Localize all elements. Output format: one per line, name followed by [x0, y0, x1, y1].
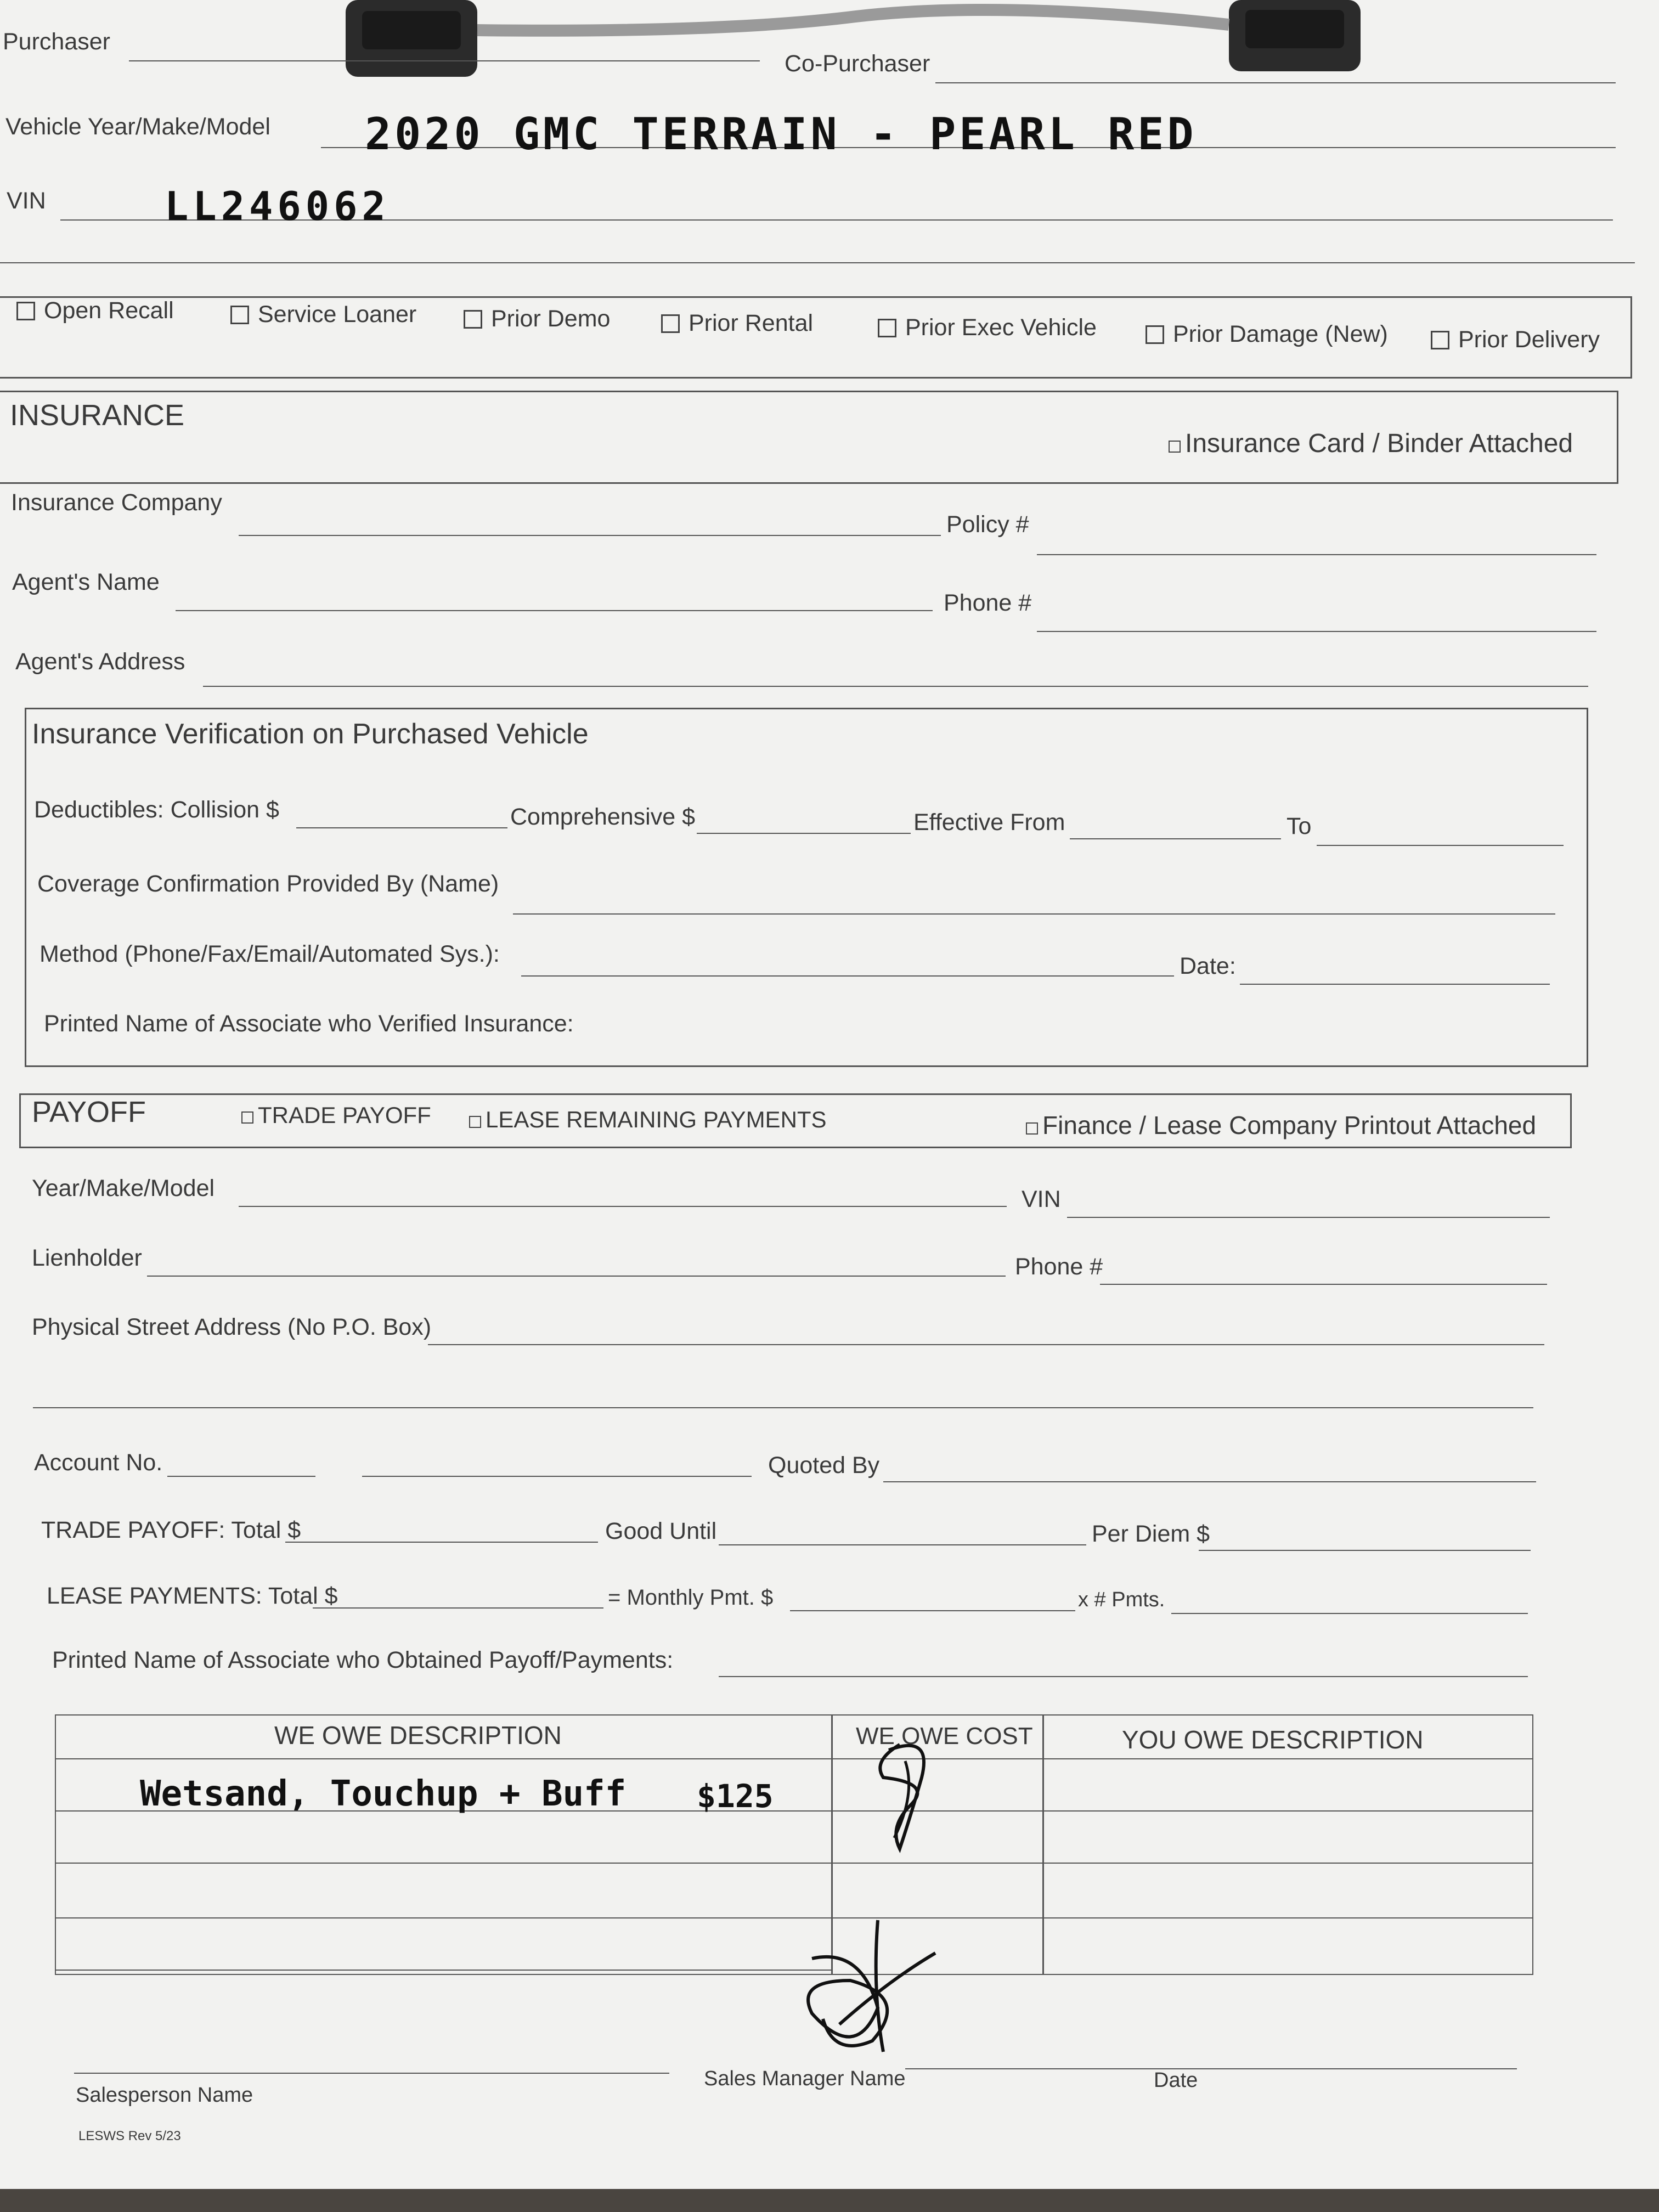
purchaser-label: Purchaser: [3, 29, 110, 55]
finance-printout-option[interactable]: Finance / Lease Company Printout Attached: [1026, 1113, 1536, 1138]
prior-damage-checkbox[interactable]: [1146, 325, 1164, 344]
good-until-label: Good Until: [605, 1518, 717, 1544]
account-no-label: Account No.: [34, 1449, 163, 1476]
vehicle-ymm-value[interactable]: 2020 GMC TERRAIN - PEARL RED: [365, 109, 1197, 160]
lienholder-label: Lienholder: [32, 1245, 142, 1271]
open-recall-option[interactable]: Open Recall: [16, 299, 174, 323]
form-revision-code: LESWS Rev 5/23: [78, 2129, 181, 2143]
lienholder-phone-label: Phone #: [1015, 1254, 1103, 1280]
payoff-vin-label: VIN: [1022, 1186, 1061, 1212]
salesperson-name-label: Salesperson Name: [76, 2084, 253, 2107]
effective-to-label: To: [1286, 813, 1312, 839]
signature-date-label: Date: [1154, 2069, 1198, 2092]
insurance-card-option[interactable]: Insurance Card / Binder Attached: [1169, 431, 1573, 457]
sales-manager-name-label: Sales Manager Name: [704, 2067, 906, 2090]
payoff-ymm-label: Year/Make/Model: [32, 1175, 215, 1201]
quoted-by-label: Quoted By: [768, 1452, 880, 1479]
prior-exec-vehicle-checkbox[interactable]: [878, 319, 896, 337]
monthly-pmt-label: = Monthly Pmt. $: [608, 1585, 774, 1610]
prior-delivery-checkbox[interactable]: [1431, 331, 1449, 349]
lease-remaining-option[interactable]: LEASE REMAINING PAYMENTS: [469, 1108, 827, 1131]
initials-signature: [867, 1728, 944, 1860]
prior-delivery-option[interactable]: Prior Delivery: [1431, 328, 1600, 352]
sales-manager-signature: [790, 1915, 944, 2074]
agent-address-label: Agent's Address: [15, 648, 185, 675]
open-recall-checkbox[interactable]: [16, 302, 35, 320]
verification-date-label: Date:: [1180, 953, 1236, 979]
payoff-heading: PAYOFF: [32, 1096, 146, 1128]
service-loaner-checkbox[interactable]: [230, 306, 249, 324]
insurance-card-checkbox[interactable]: [1169, 441, 1181, 453]
effective-from-label: Effective From: [913, 809, 1065, 836]
prior-rental-checkbox[interactable]: [661, 314, 680, 333]
lease-payments-total-label: LEASE PAYMENTS: Total $: [47, 1583, 338, 1609]
finance-printout-checkbox[interactable]: [1026, 1122, 1038, 1135]
vin-label: VIN: [7, 188, 46, 214]
prior-damage-option[interactable]: Prior Damage (New): [1146, 323, 1388, 346]
per-diem-label: Per Diem $: [1092, 1521, 1210, 1547]
coverage-confirmation-label: Coverage Confirmation Provided By (Name): [37, 871, 499, 897]
you-owe-description-header: YOU OWE DESCRIPTION: [1122, 1725, 1424, 1754]
we-owe-item-cost[interactable]: $125: [697, 1778, 774, 1815]
insurance-heading: INSURANCE: [10, 399, 185, 432]
agent-name-label: Agent's Name: [12, 569, 160, 595]
insurance-company-label: Insurance Company: [11, 489, 222, 516]
trade-payoff-total-label: TRADE PAYOFF: Total $: [41, 1517, 301, 1543]
co-purchaser-label: Co-Purchaser: [785, 50, 930, 77]
num-pmts-label: x # Pmts.: [1078, 1588, 1165, 1611]
prior-demo-checkbox[interactable]: [464, 310, 482, 329]
method-label: Method (Phone/Fax/Email/Automated Sys.):: [40, 941, 500, 967]
service-loaner-option[interactable]: Service Loaner: [230, 303, 416, 326]
comprehensive-label: Comprehensive $: [510, 804, 696, 830]
vehicle-ymm-label: Vehicle Year/Make/Model: [5, 114, 270, 140]
prior-demo-option[interactable]: Prior Demo: [464, 307, 610, 331]
prior-rental-option[interactable]: Prior Rental: [661, 312, 813, 335]
prior-exec-vehicle-option[interactable]: Prior Exec Vehicle: [878, 316, 1097, 340]
trade-payoff-checkbox[interactable]: [241, 1111, 253, 1124]
we-owe-item-description[interactable]: Wetsand, Touchup + Buff: [140, 1774, 627, 1814]
verification-heading: Insurance Verification on Purchased Vehicle: [32, 718, 589, 750]
policy-label: Policy #: [946, 511, 1029, 538]
deductibles-label: Deductibles: Collision $: [34, 797, 279, 823]
vin-value[interactable]: LL246062: [165, 183, 390, 229]
street-address-label: Physical Street Address (No P.O. Box): [32, 1314, 432, 1340]
trade-payoff-option[interactable]: TRADE PAYOFF: [241, 1104, 431, 1127]
we-owe-cost-header: WE OWE COST: [856, 1723, 1033, 1750]
we-owe-description-header: WE OWE DESCRIPTION: [274, 1721, 562, 1750]
lease-remaining-checkbox[interactable]: [469, 1116, 481, 1128]
payoff-obtained-by-label: Printed Name of Associate who Obtained Payoff/Payments:: [52, 1647, 674, 1673]
verified-by-label: Printed Name of Associate who Verified Insurance:: [44, 1011, 574, 1037]
agent-phone-label: Phone #: [944, 590, 1032, 616]
